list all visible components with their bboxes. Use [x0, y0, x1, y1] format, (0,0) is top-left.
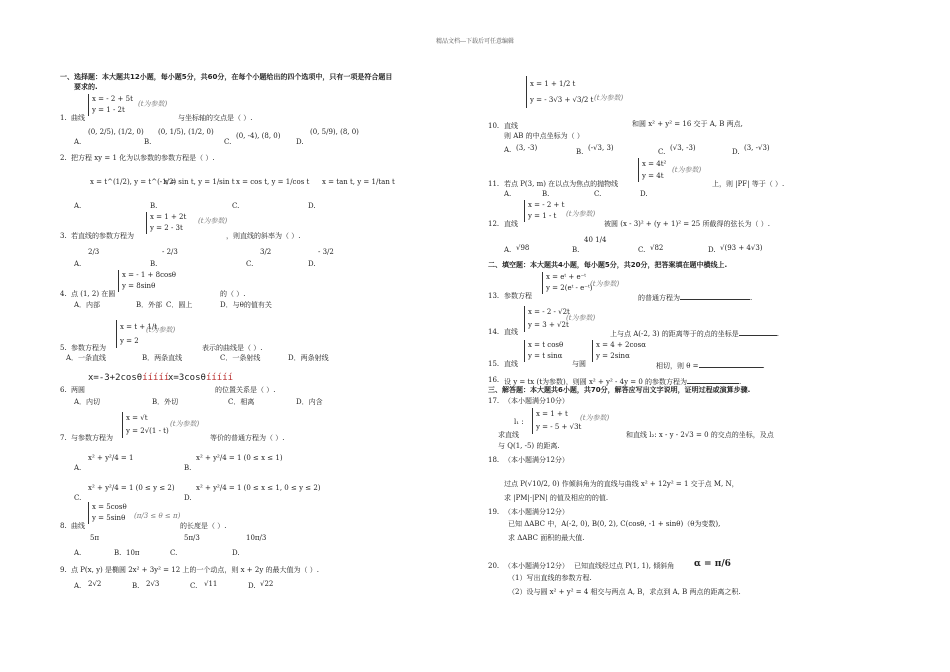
q11-opt-b: B. [542, 190, 550, 198]
q12-system [524, 200, 564, 222]
q6-opt-a: A．内切 [74, 398, 101, 406]
q10-opt-a: (3, -3) [516, 144, 538, 152]
q10-opt-c: (√3, -3) [670, 144, 696, 152]
q8-param: (π/3 ≤ θ ≤ π) [134, 512, 181, 520]
q4-opt-c: C．圆上 [166, 301, 193, 309]
q12-param: (t为参数) [566, 210, 596, 218]
q7-param: (t为参数) [170, 420, 200, 428]
q6-number: 6. [60, 386, 67, 394]
q9-opt-a: 2√2 [88, 580, 102, 588]
q2-opt-b: x = sin t, y = 1/sin t [164, 178, 235, 186]
q15-sys-line2: y = t sinα [528, 352, 563, 360]
q7-lead: 与参数方程为 [71, 434, 113, 442]
q9-opt-d-label: D. [248, 582, 256, 590]
q8-opt-d-label: D. [232, 549, 240, 557]
q9-opt-d: √22 [260, 580, 274, 588]
q15-sys2-line1: x = 4 + 2cosα [596, 341, 646, 349]
q7-opt-c: x² + y²/4 = 1 (0 ≤ y ≤ 2) [88, 484, 175, 492]
q2-text: 把方程 xy = 1 化为以参数的参数方程是（ ）. [71, 154, 215, 162]
q5-param: (t为参数) [146, 326, 176, 334]
q15-system [524, 340, 563, 362]
q4-opt-a: A．内部 [74, 301, 101, 309]
q15-mid: 与圆 [572, 360, 586, 368]
q3-opt-b-label: B. [150, 260, 158, 268]
q7-sys-line1: x = √t [126, 414, 148, 422]
q12-opt-b-label: B. [572, 246, 580, 254]
q13-answer-blank[interactable] [680, 292, 750, 300]
q5-tail: 表示的曲线是（ ）. [202, 344, 263, 352]
q1-opt-b: (0, 1/5), (1/2, 0) [158, 128, 214, 136]
q12-opt-d: √(93 + 4√3) [720, 244, 763, 252]
q13-param: (t为参数) [590, 280, 620, 288]
q16-text-wrap: 设 y = tx (t为参数)，则圆 x² + y² - 4y = 0 的参数方程为 . [504, 378, 742, 386]
q4-sys-line1: x = - 1 + 8cosθ [122, 271, 177, 279]
q2-opt-c-label: C. [232, 202, 240, 210]
q18-score: （本小题满分12分） [504, 456, 569, 464]
q1-number: 1. [60, 114, 67, 122]
q20-score: （本小题满分12分） [504, 562, 569, 570]
q3-system [146, 212, 186, 234]
q12-opt-c-label: C. [638, 246, 646, 254]
q7-number: 7. [60, 434, 67, 442]
q13-sys-line1: x = eᵗ + e⁻ᵗ [546, 273, 587, 281]
q7-tail: 等价的普通方程为（ ）. [210, 434, 285, 442]
q10-param: (t为参数) [594, 94, 624, 102]
q17-sys-line1: x = 1 + t [536, 410, 568, 418]
q13-tail-text: 的普通方程为 [638, 294, 680, 302]
q5-sys-line1: x = t + 1/t [120, 323, 158, 331]
q6-opt-c: C．相离 [228, 398, 255, 406]
q1-opt-c-label: C. [224, 138, 232, 146]
q15-tail-text: 相切，则 θ = [656, 362, 699, 370]
q2-opt-d: x = tan t, y = 1/tan t [322, 178, 395, 186]
q1-lead: 曲线 [71, 114, 85, 122]
q6-opt-d: D．内含 [296, 398, 323, 406]
q1-opt-d: (0, 5/9), (8, 0) [310, 128, 359, 136]
q13-system [542, 272, 592, 294]
q12-opt-d-label: D. [708, 246, 716, 254]
q12-sys-line2: y = 1 - t [528, 212, 557, 220]
q19-line1: 已知 ΔABC 中，A(-2, 0), B(0, 2), C(cosθ, -1 + sinθ)（θ为变数), [508, 520, 721, 528]
q10-system [526, 76, 593, 108]
q9-opt-c: √11 [204, 580, 218, 588]
q12-sys-line1: x = - 2 + t [528, 201, 565, 209]
q8-opt-a: 5π [90, 534, 100, 542]
q12-opt-b: 40 1/4 [584, 236, 607, 244]
q10-opt-d-label: D. [732, 148, 740, 156]
q6-circle1: x=-3+2cosθííííí [88, 373, 170, 383]
q1-system [88, 94, 133, 116]
q12-opt-a: √98 [516, 244, 530, 252]
q20-alpha: α = π/6 [694, 559, 731, 569]
q17-score: （本小题满分10分） [504, 397, 569, 405]
section-1-title-cont: 要求的. [74, 83, 98, 91]
q7-system [122, 412, 169, 438]
q6-circle2: x=3cosθííííí [168, 373, 234, 383]
q3-opt-b: - 2/3 [162, 248, 178, 256]
q15-answer-blank[interactable] [699, 360, 763, 368]
q4-lead: 点 (1, 2) 在圆 [71, 290, 116, 298]
q1-sys-line2: y = 1 - 2t [92, 106, 125, 114]
q8-system [88, 502, 127, 524]
q15-lead: 直线 [504, 360, 518, 368]
q17-param: (t为参数) [580, 414, 610, 422]
q12-lead: 直线 [504, 220, 518, 228]
q11-param: (t为参数) [672, 166, 702, 174]
q7-sys-line2: y = 2√(1 - t) [126, 427, 169, 435]
q3-tail: ，则直线的斜率为（ ）. [226, 232, 301, 240]
q14-lead: 直线 [504, 328, 518, 336]
q14-sys-line2: y = 3 + √2t [528, 321, 569, 329]
q3-opt-d: - 3/2 [318, 248, 334, 256]
q13-tail: 的普通方程为 . [638, 294, 753, 302]
q14-param: (t为参数) [566, 314, 596, 322]
q17-mid: 和直线 l₂: x - y - 2√3 = 0 的交点的坐标，及点 [626, 431, 774, 439]
q11-sys-line1: x = 4t² [642, 160, 667, 168]
q17-line2: 与 Q(1, -5) 的距离. [498, 442, 560, 450]
q3-number: 3. [60, 232, 67, 240]
q15-sys2-line2: y = 2sinα [596, 352, 630, 360]
q6-circle1-eq: x=-3+2cosθ [88, 373, 143, 383]
q1-opt-a: (0, 2/5), (1/2, 0) [88, 128, 144, 136]
q11-opt-d: D. [640, 190, 648, 198]
q14-system [524, 306, 570, 332]
section-1-title: 一、选择题：本大题共12小题，每小题5分，共60分，在每个小题给出的四个选项中，只有一项是符合题目 [60, 73, 393, 81]
q9-opt-b: 2√3 [146, 580, 160, 588]
q15-system2 [592, 340, 646, 362]
q4-tail: 的（ ）. [220, 290, 246, 298]
q5-opt-b: B．两条直线 [142, 354, 183, 362]
q20-sub1: （1）写出直线的参数方程. [508, 574, 592, 582]
q3-opt-a: 2/3 [88, 248, 100, 256]
q6-opt-b: B．外切 [152, 398, 179, 406]
q3-opt-c: 3/2 [260, 248, 272, 256]
q6-lead: 两圆 [71, 386, 85, 394]
q17-l1: l₁ : [514, 418, 524, 426]
q1-param: (t为参数) [138, 100, 168, 108]
q19-line2: 求 ΔABC 面积的最大值. [508, 534, 585, 542]
q6-tail: 的位置关系是（ ）. [215, 386, 276, 394]
q7-opt-c-label: C. [74, 494, 82, 502]
q15-number: 15. [488, 360, 500, 368]
q8-opt-d: 10π/3 [246, 534, 267, 542]
q2-opt-a: x = t^(1/2), y = t^(-1/2) [90, 178, 177, 186]
q11-opt-c: C. [594, 190, 602, 198]
q17-sys-line2: y = - 5 + √3t [536, 423, 582, 431]
q1-opt-a-label: A. [74, 138, 82, 146]
q14-answer-blank[interactable] [739, 328, 777, 336]
section-2-title: 二、填空题：本大题共4小题，每小题5分，共20分，把答案填在题中横线上. [488, 261, 728, 269]
q20-sub2: （2）设与圆 x² + y² = 4 相交与两点 A, B，求点到 A, B 两点的距离之积. [508, 588, 741, 596]
q17-system [532, 408, 581, 434]
q10-number: 10. [488, 122, 500, 130]
q11-system [638, 158, 666, 182]
q16-text: 设 y = tx (t为参数)，则圆 x² + y² - 4y = 0 的参数方程为 [504, 378, 688, 386]
q8-opt-a-label: A. [74, 549, 82, 557]
q10-line2: 则 AB 的中点坐标为（ ） [504, 132, 584, 140]
q7-opt-b: x² + y²/4 = 1 (0 ≤ x ≤ 1) [196, 454, 283, 462]
q19-number: 19. [488, 508, 500, 516]
q10-lead: 直线 [504, 122, 518, 130]
q5-opt-d: D．两条射线 [288, 354, 329, 362]
q3-opt-d-label: D. [308, 260, 316, 268]
q12-opt-a-label: A. [504, 246, 512, 254]
q10-opt-d: (3, -√3) [744, 144, 770, 152]
page-header: 精品文档---下载后可任意编辑 [435, 38, 515, 45]
q10-opt-b-label: B. [576, 148, 584, 156]
q2-opt-c: x = cos t, y = 1/cos t [236, 178, 310, 186]
q16-answer-blank[interactable] [687, 376, 739, 384]
q1-sys-line1: x = - 2 + 5t [92, 95, 133, 103]
q11-opt-a: A. [504, 190, 512, 198]
q18-number: 18. [488, 456, 500, 464]
q5-lead: 参数方程为 [71, 344, 106, 352]
q13-lead: 参数方程 [504, 292, 532, 300]
q5-opt-c: C．一条射线 [220, 354, 261, 362]
q9-text: 点 P(x, y) 是椭圆 2x² + 3y² = 12 上的一个动点，则 x + 2y 的最大值为（ ）. [71, 566, 319, 574]
q5-sys-line2: y = 2 [120, 337, 139, 345]
q9-opt-b-label: B. [132, 582, 140, 590]
q3-lead: 若直线的参数方程为 [71, 232, 134, 240]
q8-tail: 的长度是（ ）. [180, 522, 227, 530]
q8-opt-b: 10π [126, 549, 140, 557]
section-3-title: 三、解答题：本大题共6小题，共70分，解答应写出文字说明，证明过程或演算步骤. [488, 386, 751, 394]
q9-opt-a-label: A. [74, 582, 82, 590]
q1-opt-d-label: D. [296, 138, 304, 146]
q12-opt-c: √82 [650, 244, 664, 252]
q20-number: 20. [488, 562, 500, 570]
q11-sys-line2: y = 4t [642, 172, 664, 180]
q12-number: 12. [488, 220, 500, 228]
q13-sys-line2: y = 2(eᵗ - e⁻ᵗ) [546, 284, 593, 292]
q15-tail: 相切，则 θ = . [656, 362, 765, 370]
q9-opt-c-label: C. [190, 582, 198, 590]
q14-number: 14. [488, 328, 500, 336]
q1-opt-b-label: B. [144, 138, 152, 146]
q1-tail: 与坐标轴的交点是（ ）. [178, 114, 253, 122]
q3-sys-line2: y = 2 - 3t [150, 224, 183, 232]
q15-sys-line1: x = t cosθ [528, 341, 564, 349]
q10-opt-a-label: A. [504, 146, 512, 154]
q8-lead: 曲线 [71, 522, 85, 530]
q3-sys-line1: x = 1 + 2t [150, 213, 187, 221]
q8-sys-line2: y = 5sinθ [92, 514, 126, 522]
q10-sys-line2: y = - 3√3 + √3/2 t [530, 96, 594, 104]
q8-sys-line1: x = 5cosθ [92, 503, 127, 511]
q3-opt-c-label: C. [246, 260, 254, 268]
q8-opt-b-label: B. [114, 549, 122, 557]
q16-number: 16. [488, 376, 500, 384]
q4-number: 4. [60, 290, 67, 298]
q4-opt-b: B．外部 [136, 301, 163, 309]
q2-opt-d-label: D. [308, 202, 316, 210]
q2-opt-b-label: B. [150, 202, 158, 210]
q7-opt-d-label: D. [184, 494, 192, 502]
q19-score: （本小题满分12分） [504, 508, 569, 516]
q8-opt-c: 5π/3 [184, 534, 200, 542]
q11-lead: 若点 P(3, m) 在以点为焦点的抛物线 [504, 180, 619, 188]
q7-opt-a: x² + y²/4 = 1 [88, 454, 134, 462]
q10-mid: 和圆 x² + y² = 16 交于 A, B 两点, [632, 120, 743, 128]
q6-circle2-eq: x=3cosθ [168, 373, 206, 383]
q10-opt-c-label: C. [658, 148, 666, 156]
q7-opt-b-label: B. [184, 464, 192, 472]
q17-number: 17. [488, 397, 500, 405]
q3-opt-a-label: A. [74, 260, 82, 268]
q7-opt-d: x² + y²/4 = 1 (0 ≤ x ≤ 1, 0 ≤ y ≤ 2) [196, 484, 321, 492]
q11-number: 11. [488, 180, 500, 188]
q2-number: 2. [60, 154, 67, 162]
q1-opt-c: (0, -4), (8, 0) [236, 132, 281, 140]
q4-sys-line2: y = 8sinθ [122, 282, 156, 290]
q18-line1: 过点 P(√10/2, 0) 作倾斜角为的直线与曲线 x² + 12y² = 1 交于点 M, N， [504, 480, 739, 488]
q10-opt-b: (-√3, 3) [588, 144, 614, 152]
q8-number: 8. [60, 522, 67, 530]
q9-number: 9. [60, 566, 67, 574]
q8-opt-c-label: C. [170, 549, 178, 557]
q14-tail: 上与点 A(-2, 3) 的距离等于的点的坐标是 . [610, 330, 779, 338]
q11-tail: 上，则 |PF| 等于（ ）. [712, 180, 785, 188]
q2-opt-a-label: A. [74, 202, 82, 210]
q7-opt-a-label: A. [74, 464, 82, 472]
q4-opt-d: D．与θ的值有关 [220, 301, 272, 309]
q4-system [118, 270, 176, 292]
q17-lead: 求直线 [498, 431, 519, 439]
q14-sys-line1: x = - 2 - √2t [528, 308, 570, 316]
q14-tail-text: 上与点 A(-2, 3) 的距离等于的点的坐标是 [610, 330, 739, 338]
q10-sys-line1: x = 1 + 1/2 t [530, 80, 576, 88]
q12-tail: 被圆 (x - 3)² + (y + 1)² = 25 所截得的弦长为（ ）. [604, 220, 770, 228]
q18-line2: 求 |PM|·|PN| 的值及相应的的值. [504, 494, 609, 502]
q5-opt-a: A．一条直线 [66, 354, 107, 362]
q13-number: 13. [488, 292, 500, 300]
q3-param: (t为参数) [198, 217, 228, 225]
q5-number: 5. [60, 344, 67, 352]
q20-line1: 已知直线经过点 P(1, 1), 倾斜角 [574, 562, 675, 570]
